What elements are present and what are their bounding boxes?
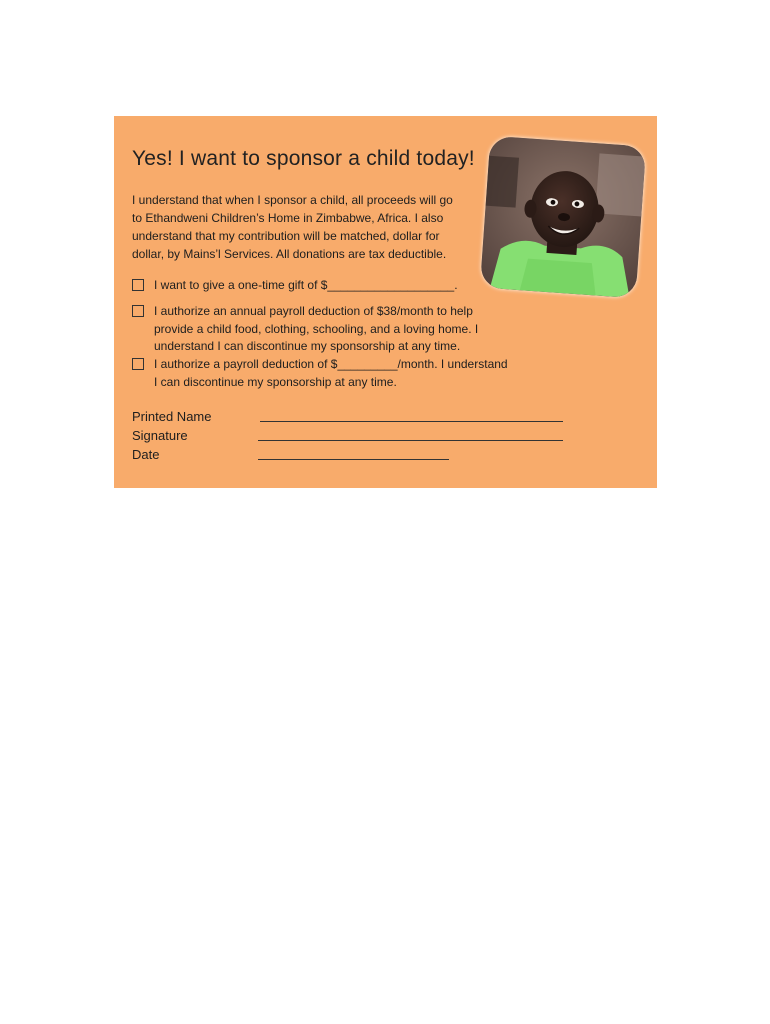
printed-name-label: Printed Name xyxy=(132,409,212,424)
option-label: I can discontinue my sponsorship at any time. xyxy=(154,374,397,389)
option-label: provide a child food, clothing, schooling, and a loving home. I xyxy=(154,321,479,336)
printed-name-field[interactable] xyxy=(260,421,563,422)
date-label: Date xyxy=(132,447,160,462)
option-label: I authorize a payroll deduction of $_________/month. I understand xyxy=(154,357,508,371)
option-label: understand I can discontinue my sponsorship at any time. xyxy=(154,339,461,353)
checkbox-annual-payroll[interactable] xyxy=(132,305,144,317)
intro-line: to Ethandweni Children’s Home in Zimbabwe, Africa. I also xyxy=(132,211,444,225)
option-label: I want to give a one-time gift of $___________________. xyxy=(154,278,458,292)
checkbox-custom-payroll[interactable] xyxy=(132,358,144,370)
checkbox-one-time-gift[interactable] xyxy=(132,279,144,291)
signature-label: Signature xyxy=(132,428,188,443)
date-field[interactable] xyxy=(258,459,449,460)
option-label: I authorize an annual payroll deduction of $38/month to help xyxy=(154,304,473,318)
intro-line: dollar, by Mains’l Services. All donations are tax deductible. xyxy=(132,247,447,261)
signature-field[interactable] xyxy=(258,440,563,441)
sponsor-form-card xyxy=(114,116,657,488)
intro-paragraph xyxy=(132,191,482,263)
child-photo xyxy=(480,136,646,299)
intro-line: I understand that when I sponsor a child, all proceeds will go xyxy=(132,193,453,207)
intro-line: understand that my contribution will be matched, dollar for xyxy=(132,229,440,243)
form-title: Yes! I want to sponsor a child today! xyxy=(132,147,475,170)
